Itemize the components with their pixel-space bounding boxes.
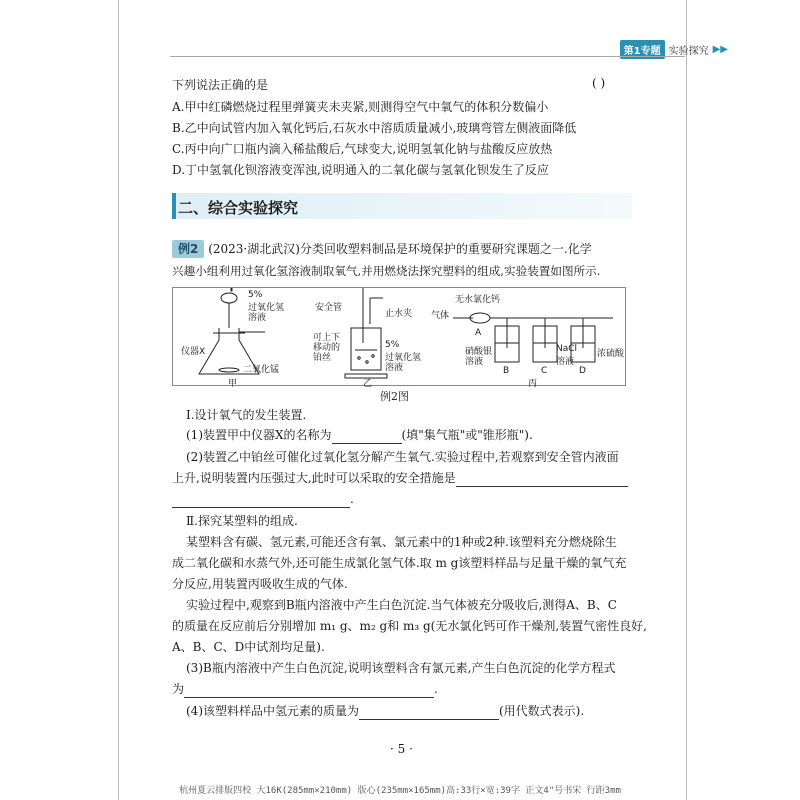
funnel-icon — [221, 293, 237, 303]
bing-label-nacl: NaCl — [556, 344, 578, 354]
bing-label-d: D — [579, 366, 586, 376]
q1-blank[interactable] — [332, 431, 402, 444]
q2-line-3: . — [172, 490, 354, 508]
bing-label-b: B — [503, 366, 510, 376]
page-number: · 5 · — [390, 742, 413, 756]
bing-label-gas: 气体 — [431, 311, 450, 321]
test-tube-icon — [351, 328, 381, 370]
q3-line-1: (3)B瓶内溶液中产生白色沉淀,说明该塑料含有氯元素,产生白色沉淀的化学方程式 — [186, 661, 616, 675]
option-d: D.丁中氢氧化钡溶液变浑浊,说明通入的二氧化碳与氢氧化钡发生了反应 — [172, 163, 549, 177]
chapter-badge: 第1专题 — [620, 40, 665, 59]
header-rule — [170, 56, 685, 57]
p2-line-3: 分反应,用装置丙吸收生成的气体. — [172, 577, 348, 591]
q2-blank-1[interactable] — [456, 474, 628, 487]
q1: (1)装置甲中仪器X的名称为 (填"集气瓶"或"锥形瓶"). — [186, 428, 533, 442]
bing-label-h2so4: 浓硫酸 — [597, 349, 625, 359]
print-footer: 杭州夏云排版四校 大16K(285mm×210mm) 版心(235mm×165mm)高:33行×宽:39字 正文4"号书宋 行距3mm — [179, 786, 621, 796]
answer-paren: ( ) — [592, 76, 606, 90]
yi-label-solution: 溶液 — [385, 363, 404, 373]
part1-title: Ⅰ.设计氧气的发生装置. — [186, 408, 307, 422]
option-b: B.乙中向试管内加入氧化钙后,石灰水中溶质质量减小,玻璃弯管左侧液面降低 — [172, 121, 577, 135]
p3-line-2: 的质量在反应前后分别增加 m₁ g、m₂ g和 m₃ g(无水氯化钙可作干燥剂,装置气密性良好, — [172, 619, 647, 633]
q3-blank[interactable] — [184, 685, 434, 698]
apparatus-figure — [172, 287, 626, 389]
q2-blank-2[interactable] — [172, 495, 350, 508]
yi-label-safety-tube: 安全管 — [315, 303, 343, 313]
question-intro: 下列说法正确的是 — [172, 78, 269, 92]
jia-caption: 甲 — [228, 379, 238, 389]
q3-line-2: 为 . — [172, 682, 438, 696]
example-line-2: 兴趣小组利用过氧化氢溶液制取氧气,并用燃烧法探究塑料的组成,实验装置如图所示. — [172, 264, 601, 278]
q4-blank[interactable] — [359, 707, 499, 720]
option-a: A.甲中红磷燃烧过程里弹簧夹未夹紧,则测得空气中氧气的体积分数偏小 — [172, 100, 549, 114]
q2-line-1: (2)装置乙中铂丝可催化过氧化氢分解产生氧气.实验过程中,若观察到安全管内液面 — [186, 450, 619, 464]
p3-line-1: 实验过程中,观察到B瓶内溶液中产生白色沉淀.当气体被充分吸收后,测得A、B、C — [186, 598, 617, 612]
jia-label-x: 仪器X — [181, 347, 206, 357]
chapter-topic: 实验探究 — [668, 46, 709, 57]
example-line-1: 例2 (2023·湖北武汉)分类回收塑料制品是环境保护的重要研究课题之一.化学 — [172, 240, 592, 258]
jia-label-1: 5% — [248, 290, 263, 300]
part2-title: Ⅱ.探究某塑料的组成. — [186, 514, 298, 528]
p2-line-2: 成二氧化碳和水蒸气外,还可能生成氯化氢气体.取 m g该塑料样品与足量干燥的氧气充 — [172, 556, 627, 570]
yi-caption: 乙 — [363, 379, 373, 389]
bing-label-nacl-sol: 溶液 — [556, 357, 575, 367]
yi-label-movable-1: 可上下 — [313, 333, 341, 343]
yi-label-h2o2: 过氧化氢 — [385, 353, 422, 363]
example-badge: 例2 — [172, 240, 204, 258]
yi-label-clamp: 止水夹 — [385, 309, 413, 319]
option-c: C.丙中向广口瓶内滴入稀盐酸后,气球变大,说明氢氧化钠与盐酸反应放热 — [172, 142, 553, 156]
bing-label-cacl2: 无水氯化钙 — [455, 295, 501, 305]
yi-label-platinum: 铂丝 — [313, 353, 332, 363]
section-title: 二、综合实验探究 — [178, 199, 299, 217]
jia-label-mno2: 二氧化锰 — [243, 365, 280, 375]
p3-line-3: A、B、C、D中试剂均足量). — [172, 640, 325, 654]
p2-line-1: 某塑料含有碳、氢元素,可能还含有氧、氯元素中的1种或2种.该塑料充分燃烧除生 — [186, 535, 617, 549]
q2-line-2: 上升,说明装置内压强过大,此时可以采取的安全措施是 — [172, 469, 628, 487]
jia-label-3: 溶液 — [248, 313, 267, 323]
yi-label-movable-2: 移动的 — [313, 343, 341, 353]
bing-label-c: C — [541, 366, 548, 376]
jia-label-2: 过氧化氢 — [248, 303, 285, 313]
chapter-arrow-icon: ▶▶ — [712, 44, 728, 55]
q4: (4)该塑料样品中氢元素的质量为 (用代数式表示). — [186, 704, 585, 718]
yi-label-5: 5% — [385, 340, 400, 350]
bing-label-agno3-sol: 溶液 — [465, 357, 484, 367]
bing-label-agno3: 硝酸银 — [465, 347, 493, 357]
figure-caption: 例2图 — [380, 390, 409, 403]
bing-label-a: A — [475, 328, 482, 338]
bing-caption: 丙 — [528, 379, 538, 389]
